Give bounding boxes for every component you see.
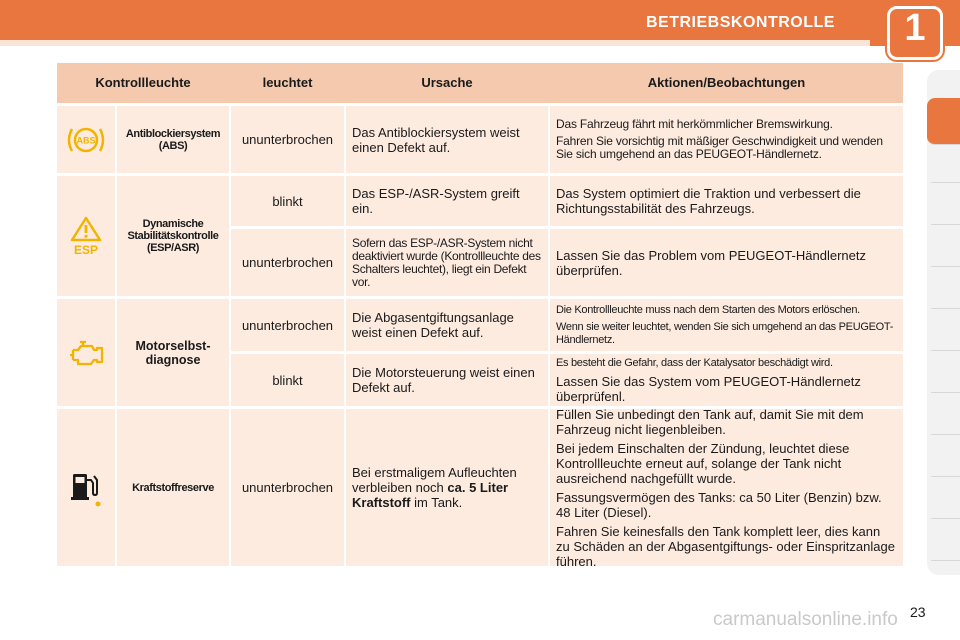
- table-row-esp: [57, 176, 903, 296]
- chapter-tab[interactable]: [931, 486, 960, 519]
- column-header-actions: Aktionen/Beobachtungen: [647, 75, 806, 90]
- fuel-pump-icon: [69, 468, 103, 508]
- svg-text:ESP: ESP: [73, 243, 99, 256]
- lit-status: ununterbrochen: [231, 106, 344, 173]
- lit-status: ununterbrochen: [231, 229, 344, 296]
- action-text: Das System optimiert die Traktion und verbessert die Richtungsstabilität des Fahrzeugs.: [550, 176, 903, 226]
- engine-warning-icon: [66, 338, 106, 368]
- table-row-abs: [57, 106, 903, 173]
- cause-text: Die Abgasentgiftungsanlage weist einen Defekt auf.: [346, 299, 548, 351]
- column-header-light: Kontrollleuchte: [95, 75, 191, 90]
- chapter-badge: [887, 6, 943, 60]
- watermark: carmanualsonline.info: [713, 609, 898, 630]
- light-name-line: Stabilitätskontrolle: [127, 230, 219, 242]
- icon-cell: [57, 299, 115, 406]
- chapter-tab[interactable]: [931, 234, 960, 267]
- column-header-lit: leuchtet: [262, 75, 313, 90]
- cause-text-pre: Bei erstmaligem Aufleuchten verbleiben noch: [352, 465, 517, 495]
- esp-warning-icon: [68, 216, 104, 256]
- cause-text-post: im Tank.: [410, 495, 463, 510]
- light-name: Antiblockiersystem (ABS): [117, 106, 229, 173]
- svg-text:ABS: ABS: [76, 135, 96, 145]
- chapter-tab[interactable]: [931, 528, 960, 561]
- table-row-fuel: [57, 406, 903, 569]
- actions-cell: [550, 106, 903, 173]
- actions-cell: [550, 406, 903, 569]
- chapter-tabs: [927, 70, 960, 575]
- light-name: [117, 176, 229, 296]
- lit-status: blinkt: [231, 354, 344, 406]
- cause-text: Das ESP-/ASR-System greift ein.: [346, 176, 548, 226]
- chapter-tab[interactable]: [931, 318, 960, 351]
- lit-status: ununterbrochen: [231, 409, 344, 566]
- light-name-line: (ESP/ASR): [146, 242, 200, 254]
- light-name: Kraftstoffreserve: [117, 409, 229, 566]
- abs-warning-icon: [66, 124, 106, 156]
- action-text: Fassungsvermögen des Tanks: ca 50 Liter (Benzin) bzw. 48 Liter (Diesel).: [556, 489, 882, 520]
- action-text: Bei jedem Einschalten der Zündung, leuchtet diese Kontrollleuchte erneut auf, solange der Tank nicht ausreichend nachgefüllt wurde.: [556, 440, 850, 486]
- action-text: Lassen Sie das Problem vom PEUGEOT-Händlernetz überprüfen.: [550, 229, 903, 296]
- chapter-number: 1: [904, 7, 926, 49]
- action-text: Fahren Sie vorsichtig mit mäßiger Geschwindigkeit und wenden Sie sich umgehend an das PEUGEOT-Händlernetz.: [556, 134, 883, 161]
- page-number: 23: [910, 604, 926, 620]
- table-header: [57, 63, 903, 103]
- lit-status: ununterbrochen: [231, 299, 344, 351]
- icon-cell: [57, 106, 115, 173]
- action-text: Lassen Sie das System vom PEUGEOT-Händlernetz überprüfenl.: [556, 373, 861, 404]
- chapter-tab-active[interactable]: [927, 98, 960, 145]
- icon-cell: [57, 176, 115, 296]
- cause-text: [346, 409, 548, 566]
- cause-text: Die Motorsteuerung weist einen Defekt auf.: [346, 354, 548, 406]
- chapter-tab[interactable]: [931, 360, 960, 393]
- action-text: Fahren Sie keinesfalls den Tank komplett leer, dies kann zu Schäden an der Abgasentgiftungs- oder Einspritzanlage führen.: [556, 523, 895, 569]
- cause-text: Das Antiblockiersystem weist einen Defekt auf.: [346, 106, 548, 173]
- action-text: Die Kontrollleuchte muss nach dem Starten des Motors erlöschen.: [556, 303, 860, 316]
- action-text: Das Fahrzeug fährt mit herkömmlicher Bremswirkung.: [556, 117, 833, 131]
- icon-cell: [57, 409, 115, 566]
- table-row-engine: [57, 299, 903, 406]
- page-title: BETRIEBSKONTROLLE: [646, 14, 835, 31]
- chapter-tab[interactable]: [931, 150, 960, 183]
- actions-cell: [550, 299, 903, 351]
- chapter-tab[interactable]: [931, 402, 960, 435]
- cause-paragraph: [352, 465, 542, 510]
- light-name: Motorselbst-diagnose: [117, 299, 229, 406]
- action-text: Füllen Sie unbedingt den Tank auf, damit Sie mit dem Fahrzeug nicht liegenbleiben.: [556, 406, 864, 437]
- actions-cell: [550, 354, 903, 406]
- column-header-cause: Ursache: [421, 75, 473, 90]
- cause-text-bold: ca. 5 Liter Kraftstoff: [352, 480, 509, 510]
- cause-text: Sofern das ESP-/ASR-System nicht deaktiviert wurde (Kontrollleuchte des Schalters leuchtet), liegt ein Defekt vor.: [346, 229, 548, 296]
- header-stripe: [0, 40, 870, 46]
- light-name-line: Dynamische: [142, 218, 204, 230]
- action-text: Wenn sie weiter leuchtet, wenden Sie sich umgehend an das PEUGEOT-Händlernetz.: [556, 320, 894, 346]
- chapter-tab[interactable]: [931, 444, 960, 477]
- chapter-tab[interactable]: [931, 276, 960, 309]
- action-text: Es besteht die Gefahr, dass der Katalysator beschädigt wird.: [556, 356, 833, 369]
- chapter-tab[interactable]: [931, 192, 960, 225]
- lit-status: blinkt: [231, 176, 344, 226]
